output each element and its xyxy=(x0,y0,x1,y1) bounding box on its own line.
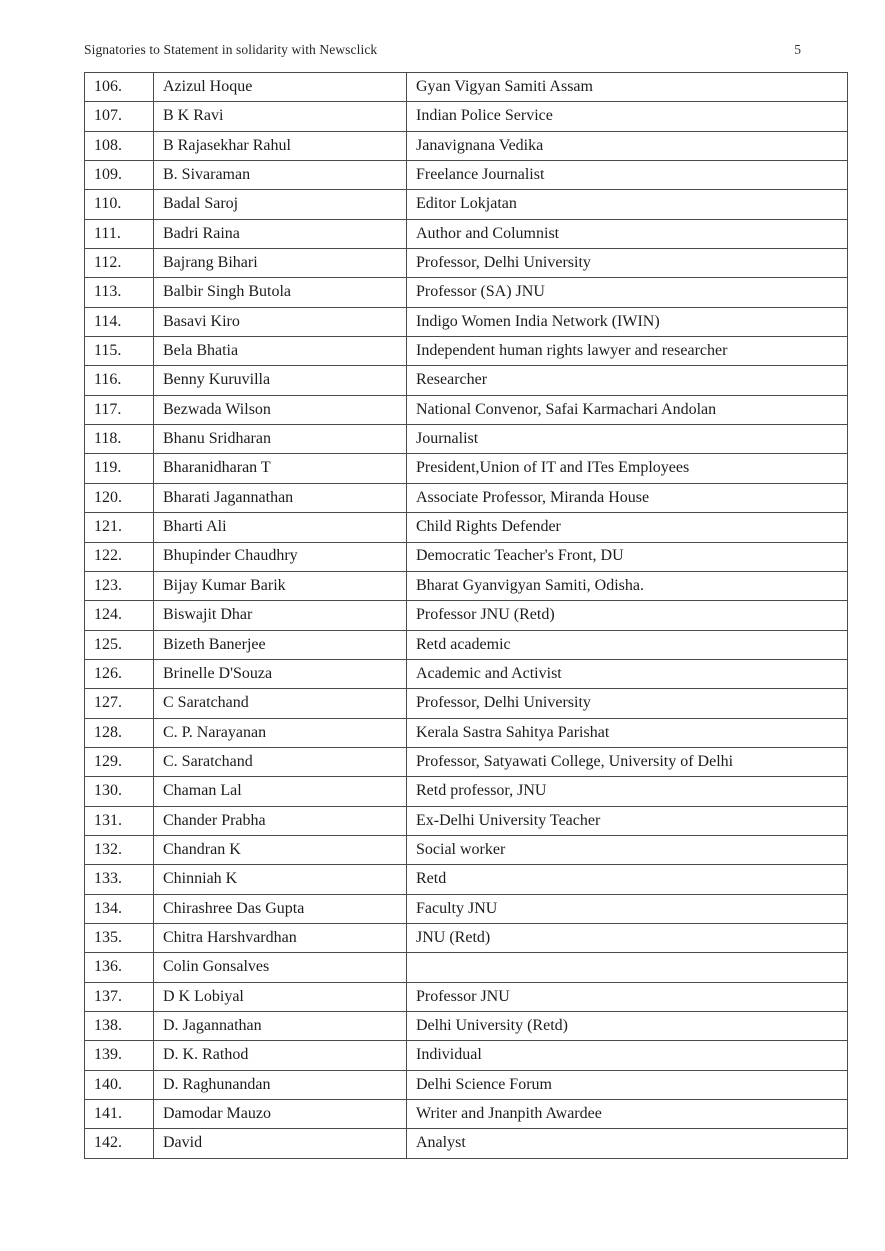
affiliation-cell: Professor JNU (Retd) xyxy=(407,601,848,630)
signatory-name-cell: Colin Gonsalves xyxy=(154,953,407,982)
table-row xyxy=(85,835,848,864)
table-row xyxy=(85,1041,848,1070)
signatory-name-cell: Brinelle D'Souza xyxy=(154,659,407,688)
row-number-cell: 109. xyxy=(85,161,154,190)
affiliation-cell: Bharat Gyanvigyan Samiti, Odisha. xyxy=(407,571,848,600)
affiliation-cell: Retd xyxy=(407,865,848,894)
table-row xyxy=(85,718,848,747)
signatory-name-cell: D. Raghunandan xyxy=(154,1070,407,1099)
affiliation-cell: Individual xyxy=(407,1041,848,1070)
row-number-cell: 110. xyxy=(85,190,154,219)
affiliation-cell: Indian Police Service xyxy=(407,102,848,131)
row-number-cell: 135. xyxy=(85,923,154,952)
row-number-cell: 121. xyxy=(85,513,154,542)
affiliation-cell: Social worker xyxy=(407,835,848,864)
affiliation-cell: Independent human rights lawyer and researcher xyxy=(407,337,848,366)
row-number-cell: 108. xyxy=(85,131,154,160)
table-row xyxy=(85,366,848,395)
page-header xyxy=(84,42,801,58)
table-row xyxy=(85,278,848,307)
signatory-name-cell: Basavi Kiro xyxy=(154,307,407,336)
row-number-cell: 118. xyxy=(85,425,154,454)
signatory-name-cell: B. Sivaraman xyxy=(154,161,407,190)
signatory-name-cell: Benny Kuruvilla xyxy=(154,366,407,395)
signatory-name-cell: Chitra Harshvardhan xyxy=(154,923,407,952)
affiliation-cell: Professor JNU xyxy=(407,982,848,1011)
table-row xyxy=(85,190,848,219)
signatory-name-cell: Biswajit Dhar xyxy=(154,601,407,630)
affiliation-cell: Indigo Women India Network (IWIN) xyxy=(407,307,848,336)
table-row xyxy=(85,425,848,454)
affiliation-cell: JNU (Retd) xyxy=(407,923,848,952)
signatory-name-cell: Bharati Jagannathan xyxy=(154,483,407,512)
row-number-cell: 117. xyxy=(85,395,154,424)
affiliation-cell: Editor Lokjatan xyxy=(407,190,848,219)
signatory-name-cell: Chinniah K xyxy=(154,865,407,894)
table-row xyxy=(85,249,848,278)
affiliation-cell: Professor, Satyawati College, University of Delhi xyxy=(407,747,848,776)
row-number-cell: 126. xyxy=(85,659,154,688)
affiliation-cell: Professor (SA) JNU xyxy=(407,278,848,307)
table-row xyxy=(85,601,848,630)
row-number-cell: 132. xyxy=(85,835,154,864)
affiliation-cell: Delhi University (Retd) xyxy=(407,1012,848,1041)
table-row xyxy=(85,513,848,542)
table-row xyxy=(85,1129,848,1158)
signatories-table xyxy=(84,72,848,1159)
signatory-name-cell: Badal Saroj xyxy=(154,190,407,219)
affiliation-cell: Writer and Jnanpith Awardee xyxy=(407,1100,848,1129)
signatory-name-cell: Chandran K xyxy=(154,835,407,864)
affiliation-cell: Child Rights Defender xyxy=(407,513,848,542)
row-number-cell: 122. xyxy=(85,542,154,571)
table-row xyxy=(85,689,848,718)
signatory-name-cell: C. Saratchand xyxy=(154,747,407,776)
signatory-name-cell: Bela Bhatia xyxy=(154,337,407,366)
signatory-name-cell: D K Lobiyal xyxy=(154,982,407,1011)
row-number-cell: 125. xyxy=(85,630,154,659)
affiliation-cell: Associate Professor, Miranda House xyxy=(407,483,848,512)
signatory-name-cell: Chander Prabha xyxy=(154,806,407,835)
signatories-table-body xyxy=(85,73,848,1159)
table-row xyxy=(85,747,848,776)
table-row xyxy=(85,982,848,1011)
affiliation-cell: Analyst xyxy=(407,1129,848,1158)
row-number-cell: 120. xyxy=(85,483,154,512)
table-row xyxy=(85,806,848,835)
table-row xyxy=(85,307,848,336)
table-row xyxy=(85,454,848,483)
affiliation-cell: Retd professor, JNU xyxy=(407,777,848,806)
affiliation-cell: Democratic Teacher's Front, DU xyxy=(407,542,848,571)
affiliation-cell: Delhi Science Forum xyxy=(407,1070,848,1099)
table-row xyxy=(85,542,848,571)
table-row xyxy=(85,659,848,688)
table-row xyxy=(85,102,848,131)
row-number-cell: 139. xyxy=(85,1041,154,1070)
table-row xyxy=(85,161,848,190)
page-number: 5 xyxy=(794,42,801,57)
affiliation-cell: Professor, Delhi University xyxy=(407,689,848,718)
signatory-name-cell: D. Jagannathan xyxy=(154,1012,407,1041)
affiliation-cell: Freelance Journalist xyxy=(407,161,848,190)
signatory-name-cell: Bajrang Bihari xyxy=(154,249,407,278)
signatory-name-cell: Bhanu Sridharan xyxy=(154,425,407,454)
row-number-cell: 131. xyxy=(85,806,154,835)
signatory-name-cell: Bhupinder Chaudhry xyxy=(154,542,407,571)
signatory-name-cell: Chirashree Das Gupta xyxy=(154,894,407,923)
table-row xyxy=(85,219,848,248)
row-number-cell: 138. xyxy=(85,1012,154,1041)
signatory-name-cell: Bizeth Banerjee xyxy=(154,630,407,659)
table-row xyxy=(85,395,848,424)
affiliation-cell: National Convenor, Safai Karmachari Andolan xyxy=(407,395,848,424)
signatory-name-cell: Bijay Kumar Barik xyxy=(154,571,407,600)
row-number-cell: 127. xyxy=(85,689,154,718)
row-number-cell: 142. xyxy=(85,1129,154,1158)
table-row xyxy=(85,337,848,366)
affiliation-cell: Faculty JNU xyxy=(407,894,848,923)
row-number-cell: 133. xyxy=(85,865,154,894)
affiliation-cell: Gyan Vigyan Samiti Assam xyxy=(407,73,848,102)
signatory-name-cell: Chaman Lal xyxy=(154,777,407,806)
row-number-cell: 112. xyxy=(85,249,154,278)
affiliation-cell: Author and Columnist xyxy=(407,219,848,248)
signatory-name-cell: D. K. Rathod xyxy=(154,1041,407,1070)
row-number-cell: 113. xyxy=(85,278,154,307)
table-row xyxy=(85,953,848,982)
signatory-name-cell: Azizul Hoque xyxy=(154,73,407,102)
row-number-cell: 114. xyxy=(85,307,154,336)
signatory-name-cell: B K Ravi xyxy=(154,102,407,131)
affiliation-cell: Janavignana Vedika xyxy=(407,131,848,160)
row-number-cell: 130. xyxy=(85,777,154,806)
signatory-name-cell: Damodar Mauzo xyxy=(154,1100,407,1129)
table-row xyxy=(85,1012,848,1041)
table-row xyxy=(85,131,848,160)
row-number-cell: 123. xyxy=(85,571,154,600)
row-number-cell: 124. xyxy=(85,601,154,630)
table-row xyxy=(85,1070,848,1099)
signatory-name-cell: C. P. Narayanan xyxy=(154,718,407,747)
row-number-cell: 128. xyxy=(85,718,154,747)
table-row xyxy=(85,483,848,512)
table-row xyxy=(85,865,848,894)
affiliation-cell: Journalist xyxy=(407,425,848,454)
signatory-name-cell: Badri Raina xyxy=(154,219,407,248)
row-number-cell: 129. xyxy=(85,747,154,776)
row-number-cell: 111. xyxy=(85,219,154,248)
table-row xyxy=(85,630,848,659)
signatory-name-cell: B Rajasekhar Rahul xyxy=(154,131,407,160)
signatory-name-cell: Bezwada Wilson xyxy=(154,395,407,424)
row-number-cell: 119. xyxy=(85,454,154,483)
signatory-name-cell: Bharti Ali xyxy=(154,513,407,542)
row-number-cell: 115. xyxy=(85,337,154,366)
affiliation-cell: Retd academic xyxy=(407,630,848,659)
table-row xyxy=(85,571,848,600)
table-row xyxy=(85,1100,848,1129)
affiliation-cell: Researcher xyxy=(407,366,848,395)
table-row xyxy=(85,923,848,952)
row-number-cell: 140. xyxy=(85,1070,154,1099)
affiliation-cell: Professor, Delhi University xyxy=(407,249,848,278)
row-number-cell: 137. xyxy=(85,982,154,1011)
affiliation-cell xyxy=(407,953,848,982)
row-number-cell: 136. xyxy=(85,953,154,982)
affiliation-cell: Ex-Delhi University Teacher xyxy=(407,806,848,835)
table-row xyxy=(85,777,848,806)
row-number-cell: 106. xyxy=(85,73,154,102)
row-number-cell: 116. xyxy=(85,366,154,395)
table-row xyxy=(85,73,848,102)
signatory-name-cell: C Saratchand xyxy=(154,689,407,718)
signatory-name-cell: David xyxy=(154,1129,407,1158)
signatory-name-cell: Bharanidharan T xyxy=(154,454,407,483)
row-number-cell: 134. xyxy=(85,894,154,923)
row-number-cell: 107. xyxy=(85,102,154,131)
affiliation-cell: Academic and Activist xyxy=(407,659,848,688)
table-row xyxy=(85,894,848,923)
affiliation-cell: President,Union of IT and ITes Employees xyxy=(407,454,848,483)
affiliation-cell: Kerala Sastra Sahitya Parishat xyxy=(407,718,848,747)
page-header-title: Signatories to Statement in solidarity with Newsclick xyxy=(84,42,378,57)
row-number-cell: 141. xyxy=(85,1100,154,1129)
signatory-name-cell: Balbir Singh Butola xyxy=(154,278,407,307)
